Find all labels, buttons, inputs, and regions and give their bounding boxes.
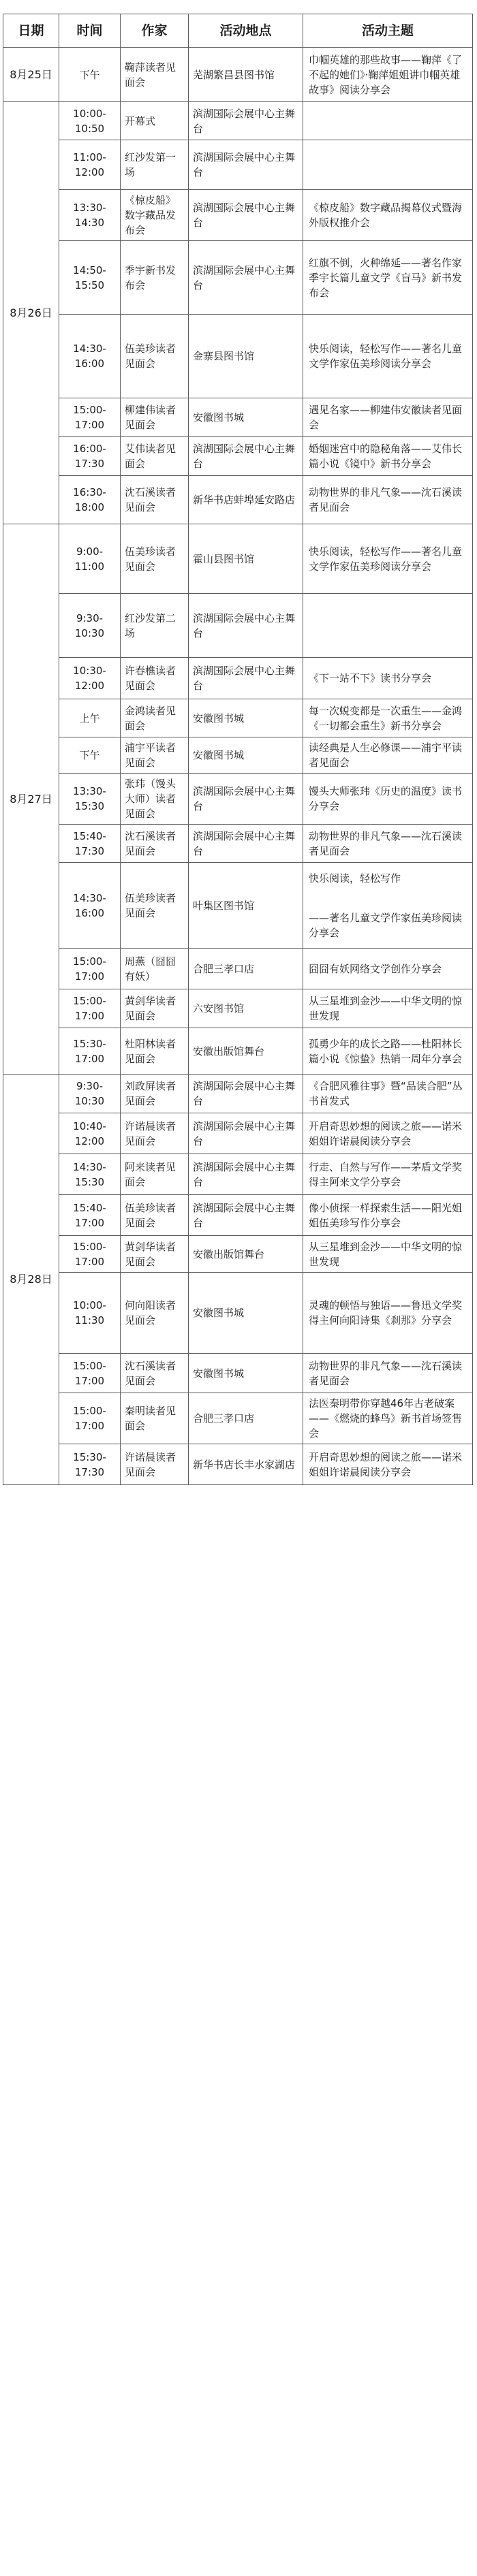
time-cell [59,1236,121,1273]
theme-cell: 灵魂的顿悟与独语——鲁迅文学奖得主何向阳诗集《刹那》分享会 [303,1273,473,1354]
time-cell [59,825,121,863]
time-cell [59,1028,121,1075]
time-cell [59,658,121,699]
author-cell: 柳建伟读者见面会 [121,398,189,437]
time-line: 14:50- [73,264,106,276]
time-line: 15:40- [73,1201,106,1214]
time-cell [59,1195,121,1236]
time-line: 15:00- [73,1240,106,1253]
table-row [3,863,473,949]
table-row [3,102,473,140]
table-row [3,1154,473,1195]
table-row [3,48,473,102]
author-cell: 金鸿读者见面会 [121,699,189,737]
time-line: 10:00- [73,107,106,120]
theme-cell: 动物世界的非凡气象——沈石溪读者见面会 [303,1354,473,1393]
author-cell: 沈石溪读者见面会 [121,825,189,863]
time-line: 15:00- [73,1405,106,1417]
table-row [3,1195,473,1236]
author-cell: 许诺晨读者见面会 [121,1444,189,1485]
venue-cell: 滨湖国际会展中心主舞台 [189,437,303,476]
time-line: 12:00 [74,1134,105,1147]
time-cell [59,1154,121,1195]
author-cell: 刘政屏读者见面会 [121,1075,189,1113]
theme-cell [303,863,473,949]
time-line: 17:00 [74,419,105,431]
table-row [3,1273,473,1354]
author-cell: 沈石溪读者见面会 [121,1354,189,1393]
venue-cell: 新华书店蚌埠延安路店 [189,476,303,524]
date-cell: 8月28日 [3,1075,59,1485]
time-line: 10:30 [74,626,105,639]
author-cell: 许春樵读者见面会 [121,658,189,699]
time-cell [59,1354,121,1393]
time-cell [59,1393,121,1444]
venue-cell: 合肥三孝口店 [189,949,303,989]
table-row [3,1393,473,1444]
venue-cell: 叶集区图书馆 [189,863,303,949]
time-cell [59,989,121,1028]
time-line: 14:30- [73,891,106,904]
theme-cell: 行走、自然与写作——茅盾文学奖得主阿来文学分享会 [303,1154,473,1195]
venue-cell: 安徽图书城 [189,1273,303,1354]
time-cell [59,774,121,825]
time-line: 11:00 [74,560,105,573]
time-cell [59,48,121,102]
header-venue: 活动地点 [189,14,303,48]
theme-cell: 像小侦探一样探索生活——阳光姐姐伍美珍写作分享会 [303,1195,473,1236]
table-row [3,1075,473,1113]
venue-cell: 滨湖国际会展中心主舞台 [189,1195,303,1236]
venue-cell: 芜湖繁昌县图书馆 [189,48,303,102]
time-line: 15:50 [74,279,105,291]
time-line: 13:30- [73,785,106,797]
time-line: 10:30 [74,1095,105,1107]
theme-cell: 《下一站不下》读书分享会 [303,658,473,699]
theme-cell: 馒头大师张玮《历史的温度》读书分享会 [303,774,473,825]
time-line: 17:00 [74,1255,105,1268]
table-row [3,658,473,699]
time-cell [59,190,121,241]
theme-cell [303,102,473,140]
author-cell: 秦明读者见面会 [121,1393,189,1444]
time-line: 16:30- [73,486,106,498]
time-line: 11:30 [74,1314,105,1326]
venue-cell: 滨湖国际会展中心主舞台 [189,594,303,658]
venue-cell: 六安图书馆 [189,989,303,1028]
time-line: 10:40- [73,1119,106,1132]
time-line: 16:00 [74,357,105,370]
table-row [3,1113,473,1154]
schedule-body [3,48,473,1485]
time-line: 15:30 [74,800,105,812]
time-line: 17:30 [74,458,105,470]
venue-cell: 霍山县图书馆 [189,524,303,594]
date-cell: 8月25日 [3,48,59,102]
time-cell [59,1444,121,1485]
time-line: 14:30 [74,217,105,229]
table-row [3,949,473,989]
header-date: 日期 [3,14,59,48]
table-row [3,699,473,737]
table-row [3,1028,473,1075]
venue-cell: 安徽图书城 [189,398,303,437]
header-theme: 活动主题 [303,14,473,48]
venue-cell: 安徽图书城 [189,737,303,774]
time-line: 15:00- [73,1359,106,1372]
venue-cell: 安徽图书城 [189,1354,303,1393]
theme-cell: 《椋皮船》数字藏品揭幕仪式暨海外版权推介会 [303,190,473,241]
time-line: 9:00- [76,545,104,558]
theme-cell: 动物世界的非凡气象——沈石溪读者见面会 [303,825,473,863]
table-row [3,737,473,774]
theme-line: 快乐阅读，轻松写作 [309,872,401,885]
time-line: 17:00 [74,1010,105,1022]
time-line: 16:00 [74,906,105,919]
theme-cell: 囧囧有妖网络文学创作分享会 [303,949,473,989]
venue-cell: 滨湖国际会展中心主舞台 [189,658,303,699]
theme-cell: 每一次蜕变都是一次重生——金鸿《一切都会重生》新书分享会 [303,699,473,737]
time-line: 17:00 [74,1052,105,1065]
author-cell: 周燕（囧囧有妖） [121,949,189,989]
table-row [3,825,473,863]
time-cell [59,437,121,476]
venue-cell: 滨湖国际会展中心主舞台 [189,825,303,863]
theme-cell: 从三星堆到金沙——中华文明的惊世发现 [303,1236,473,1273]
header-author: 作家 [121,14,189,48]
time-cell [59,1273,121,1354]
table-row [3,1354,473,1393]
venue-cell: 安徽图书城 [189,699,303,737]
table-row [3,140,473,190]
time-cell [59,949,121,989]
venue-cell: 安徽出版馆舞台 [189,1028,303,1075]
table-row [3,437,473,476]
author-cell: 许诺晨读者见面会 [121,1113,189,1154]
time-line: 9:30- [76,611,104,624]
theme-cell: 开启奇思妙想的阅读之旅——诺米姐姐许诺晨阅读分享会 [303,1444,473,1485]
author-cell: 红沙发第二场 [121,594,189,658]
time-line: 下午 [79,68,100,81]
theme-cell: 法医秦明带你穿越46年古老破案——《燃烧的蜂鸟》新书首场签售会 [303,1393,473,1444]
table-row [3,476,473,524]
time-line: 13:30- [73,202,106,214]
time-cell [59,315,121,398]
time-cell [59,241,121,315]
table-row [3,398,473,437]
time-line: 15:00- [73,955,106,968]
time-cell [59,524,121,594]
time-line: 下午 [79,749,100,761]
table-row [3,1444,473,1485]
time-line: 14:30- [73,343,106,355]
time-line: 12:00 [74,680,105,692]
time-line: 15:00- [73,995,106,1007]
table-row [3,241,473,315]
header-time: 时间 [59,14,121,48]
table-row [3,524,473,594]
time-line: 15:40- [73,829,106,842]
author-cell: 红沙发第一场 [121,140,189,190]
time-line: 14:30- [73,1160,106,1173]
theme-cell: 孤勇少年的成长之路——杜阳林长篇小说《惊蛰》热销一周年分享会 [303,1028,473,1075]
time-cell [59,398,121,437]
author-cell: 黄剑华读者见面会 [121,989,189,1028]
time-line: 18:00 [74,501,105,513]
theme-line: ——著名儿童文学作家伍美珍阅读分享会 [309,911,463,939]
venue-cell: 滨湖国际会展中心主舞台 [189,140,303,190]
time-line: 17:00 [74,1374,105,1387]
venue-cell: 滨湖国际会展中心主舞台 [189,1154,303,1195]
venue-cell: 滨湖国际会展中心主舞台 [189,241,303,315]
time-cell [59,140,121,190]
theme-cell: 巾帼英雄的那些故事——鞠萍《了不起的她们》·鞠萍姐姐讲巾帼英雄故事》阅读分享会 [303,48,473,102]
theme-cell: 从三星堆到金沙——中华文明的惊世发现 [303,989,473,1028]
time-line: 9:30- [76,1080,104,1092]
time-line: 15:00- [73,404,106,416]
time-line: 11:00- [73,151,106,163]
author-cell: 阿来读者见面会 [121,1154,189,1195]
theme-cell: 遇见名家——柳建伟安徽读者见面会 [303,398,473,437]
time-line: 15:30- [73,1450,106,1463]
author-cell: 季宇新书发布会 [121,241,189,315]
time-line: 17:30 [74,1465,105,1478]
theme-cell: 婚姻迷宫中的隐秘角落——艾伟长篇小说《镜中》新书分享会 [303,437,473,476]
venue-cell: 滨湖国际会展中心主舞台 [189,1075,303,1113]
table-row [3,1236,473,1273]
author-cell: 伍美珍读者见面会 [121,315,189,398]
author-cell: 浦宇平读者见面会 [121,737,189,774]
date-cell: 8月26日 [3,102,59,524]
author-cell: 何向阳读者见面会 [121,1273,189,1354]
time-line: 10:00- [73,1299,106,1311]
theme-cell: 读经典是人生必修课——浦宇平读者见面会 [303,737,473,774]
table-row [3,989,473,1028]
time-cell [59,102,121,140]
time-cell [59,1113,121,1154]
time-line: 10:50 [74,122,105,135]
time-cell [59,594,121,658]
venue-cell: 滨湖国际会展中心主舞台 [189,1113,303,1154]
table-row [3,315,473,398]
header-row [3,14,473,48]
time-cell [59,699,121,737]
date-cell: 8月27日 [3,524,59,1075]
time-cell [59,737,121,774]
venue-cell: 新华书店长丰水家湖店 [189,1444,303,1485]
time-line: 15:30- [73,1037,106,1050]
author-cell: 沈石溪读者见面会 [121,476,189,524]
venue-cell: 合肥三孝口店 [189,1393,303,1444]
time-line: 17:30 [74,844,105,857]
author-cell: 《椋皮船》数字藏品发布会 [121,190,189,241]
time-line: 17:00 [74,1420,105,1432]
time-line: 10:30- [73,665,106,677]
theme-cell [303,594,473,658]
table-row [3,774,473,825]
schedule-table [3,14,473,1485]
author-cell: 鞠萍读者见面会 [121,48,189,102]
author-cell: 杜阳林读者见面会 [121,1028,189,1075]
time-line: 12:00 [74,166,105,178]
time-cell [59,476,121,524]
theme-cell: 《合肥风雅往事》暨“品读合肥”丛书首发式 [303,1075,473,1113]
theme-cell: 红旗不倒，火种绵延——著名作家季宇长篇儿童文学《盲马》新书发布会 [303,241,473,315]
theme-cell [303,140,473,190]
author-cell: 伍美珍读者见面会 [121,524,189,594]
author-cell: 伍美珍读者见面会 [121,863,189,949]
theme-cell: 快乐阅读，轻松写作——著名儿童文学作家伍美珍阅读分享会 [303,315,473,398]
time-line: 15:30 [74,1175,105,1188]
venue-cell: 安徽出版馆舞台 [189,1236,303,1273]
theme-cell: 开启奇思妙想的阅读之旅——诺米姐姐许诺晨阅读分享会 [303,1113,473,1154]
venue-cell: 金寨县图书馆 [189,315,303,398]
author-cell: 张玮（馒头大师）读者见面会 [121,774,189,825]
venue-cell: 滨湖国际会展中心主舞台 [189,774,303,825]
author-cell: 伍美珍读者见面会 [121,1195,189,1236]
venue-cell: 滨湖国际会展中心主舞台 [189,102,303,140]
table-row [3,190,473,241]
time-cell [59,863,121,949]
author-cell: 黄剑华读者见面会 [121,1236,189,1273]
time-line: 17:00 [74,1216,105,1229]
time-line: 16:00- [73,443,106,455]
time-cell [59,1075,121,1113]
time-line: 17:00 [74,970,105,983]
theme-cell: 动物世界的非凡气象——沈石溪读者见面会 [303,476,473,524]
theme-cell: 快乐阅读，轻松写作——著名儿童文学作家伍美珍阅读分享会 [303,524,473,594]
time-line: 上午 [79,712,100,725]
author-cell: 艾伟读者见面会 [121,437,189,476]
venue-cell: 滨湖国际会展中心主舞台 [189,190,303,241]
author-cell: 开幕式 [121,102,189,140]
table-row [3,594,473,658]
